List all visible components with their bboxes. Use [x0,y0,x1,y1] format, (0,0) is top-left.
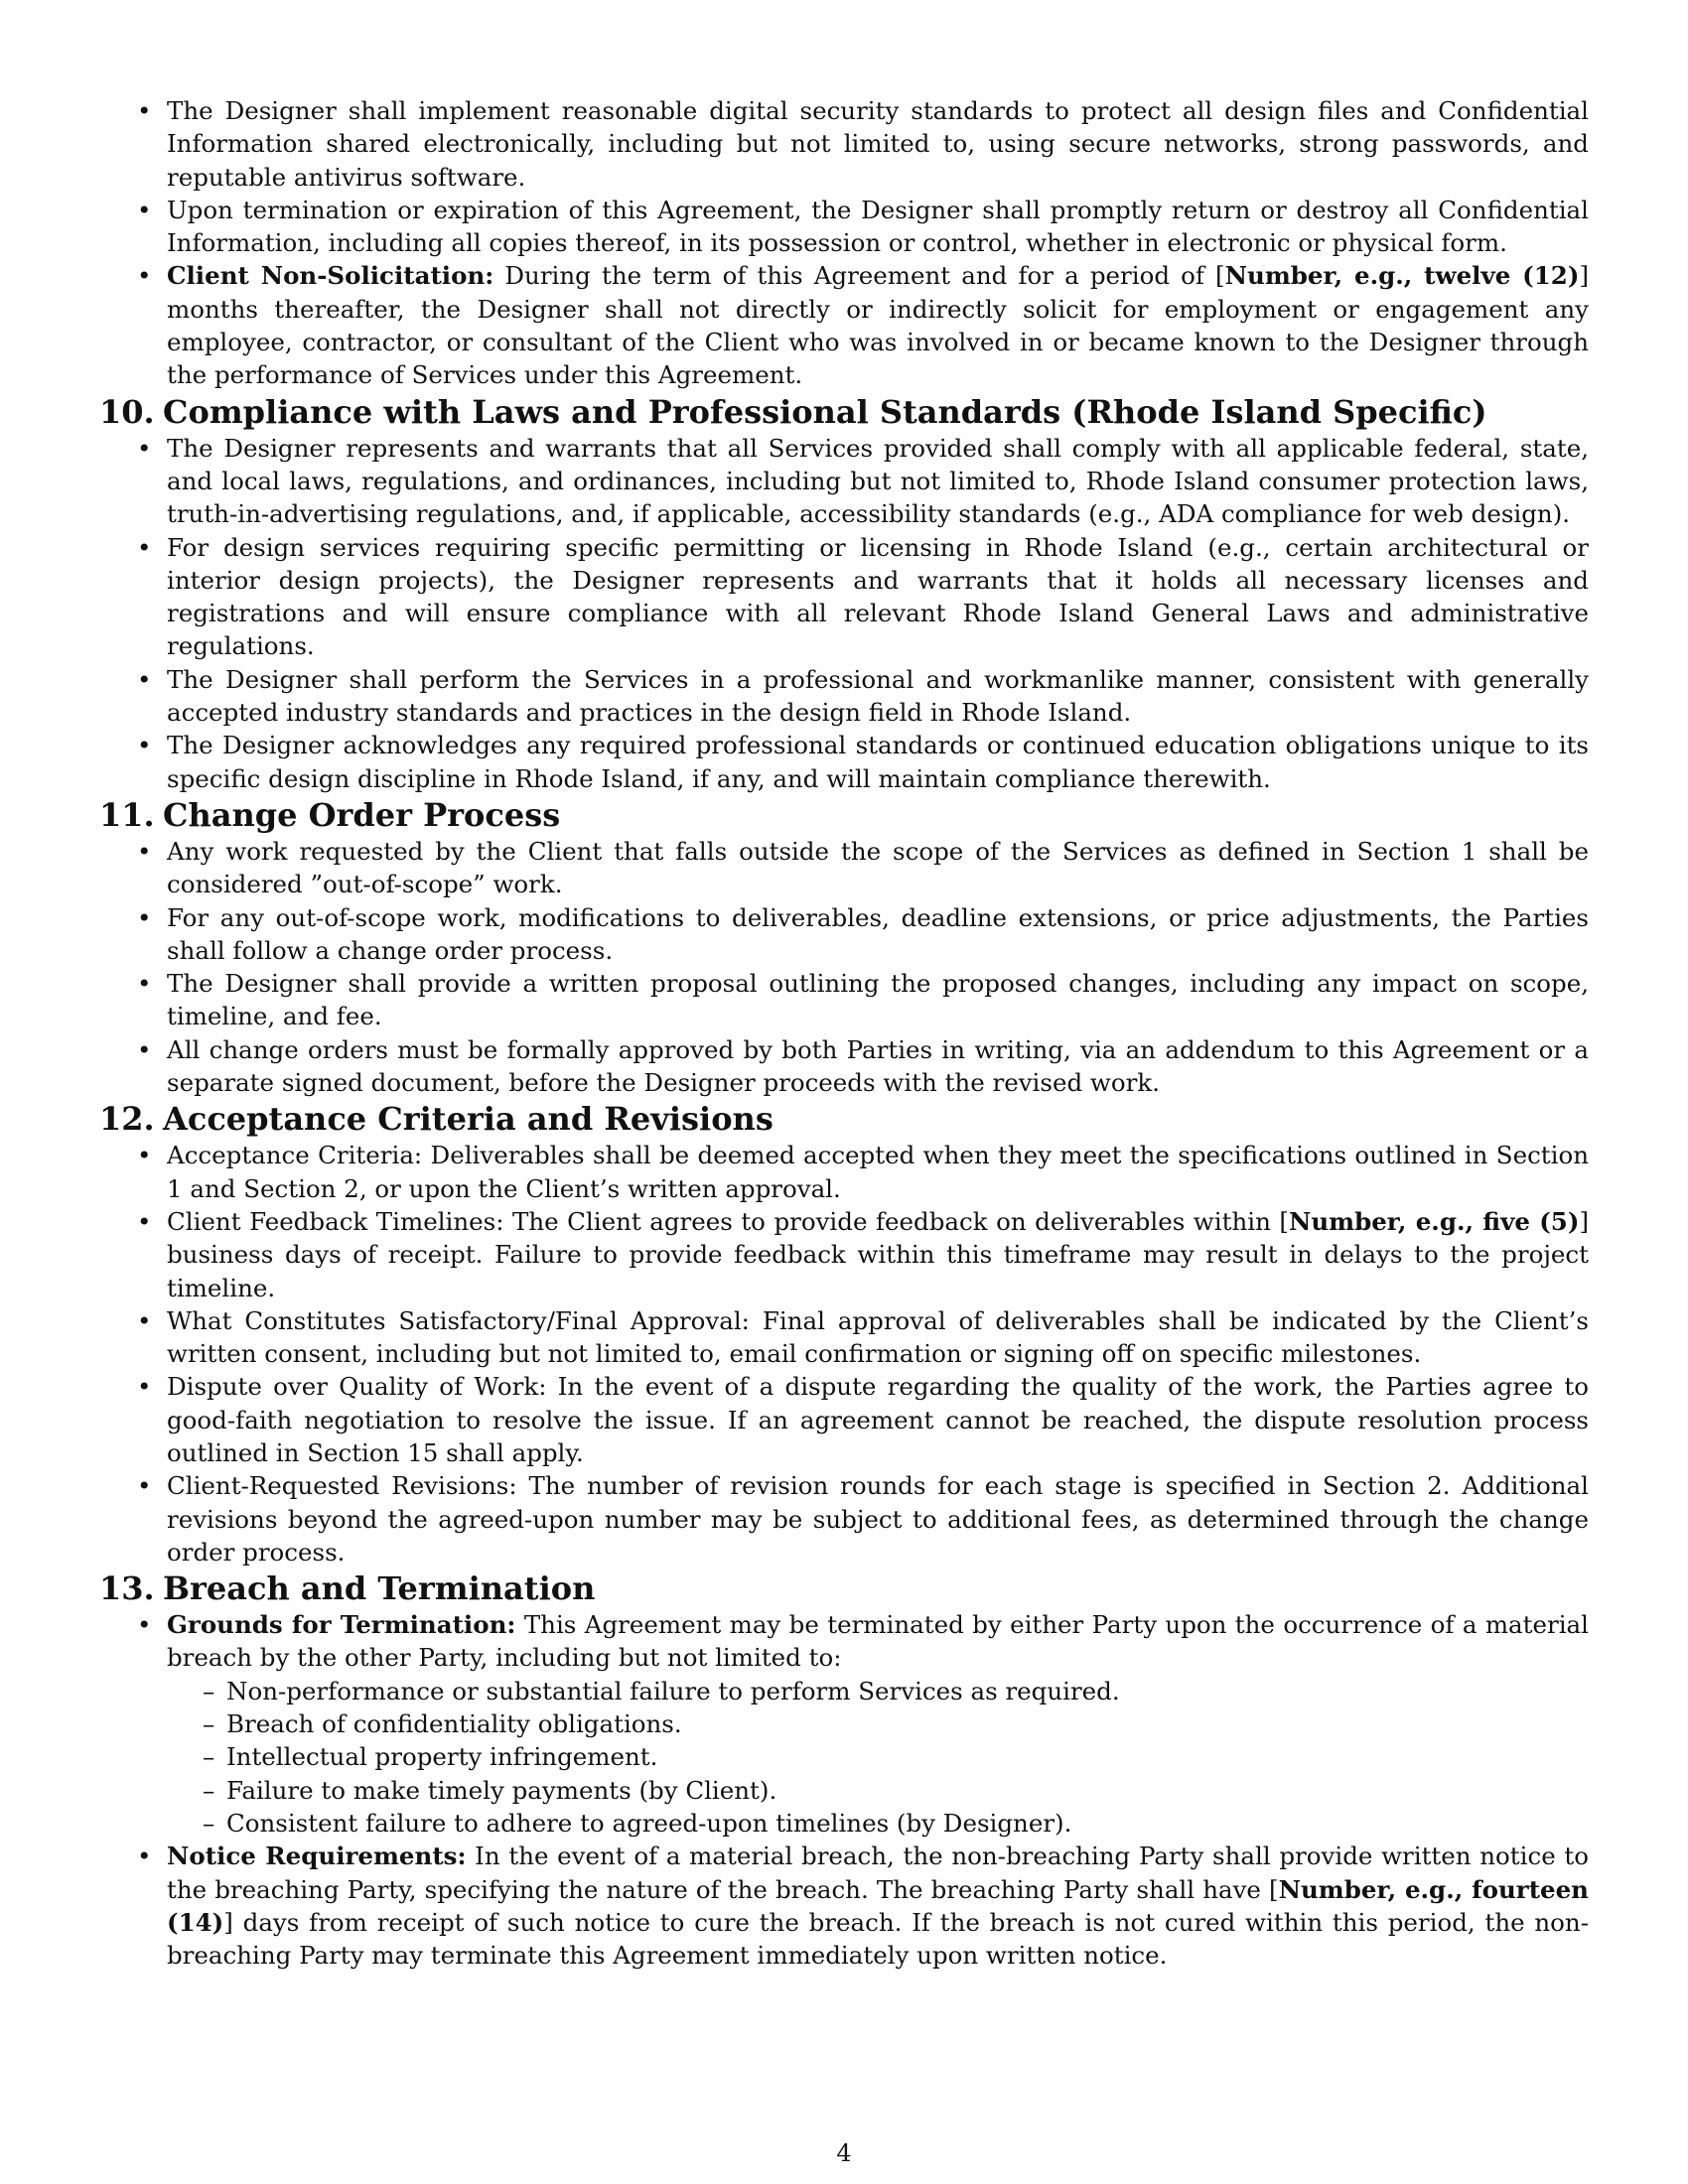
list-item: • The Designer shall provide a written proposal outlining the proposed changes, including any impact on scope, timeline, and fee. [137,969,1589,1031]
section-heading: 13. Breach and Termination [99,1570,596,1608]
section-13-list [99,1608,1589,1972]
section-heading: 12. Acceptance Criteria and Revisions [99,1100,774,1139]
list-item: • The Designer shall implement reasonable digital security standards to protect all design files and Confidential Information shared electronically, including but not limited to, using secure networks, strong passwords, and reputable antivirus software. [137,96,1589,192]
document-page [99,94,1589,1972]
list-item: • Upon termination or expiration of this Agreement, the Designer shall promptly return or destroy all Confidential Information, including all copies thereof, in its possession or control, whether in electronic or physical form. [137,195,1589,258]
list-item: • For design services requiring specific permitting or licensing in Rhode Island (e.g., certain architectural or interior design projects), the Designer represents and warrants that it holds all necessary licenses and registrations and will ensure compliance with all relevant Rhode Island General Laws and administrative regulations. [137,532,1589,661]
section-heading: 11. Change Order Process [99,795,561,834]
list-item: • For any out-of-scope work, modifications to deliverables, deadline extensions, or price adjustments, the Parties shall follow a change order process. [137,902,1589,965]
page-number: 4 [836,2139,852,2167]
list-item: • What Constitutes Satisfactory/Final Approval: Final approval of deliverables shall be indicated by the Client’s written consent, including but not limited to, email confirmation or signing off on specific milestones. [137,1305,1589,1369]
list-item: • Acceptance Criteria: Deliverables shall be deemed accepted when they meet the specifications outlined in Section 1 and Section 2, or upon the Client’s written approval. [137,1141,1589,1203]
sub-list-item: – Non-performance or substantial failure to perform Services as required. [203,1676,1120,1706]
list-item: • All change orders must be formally approved by both Parties in writing, via an addendum to this Agreement or a separate signed document, before the Designer proceeds with the revised work. [137,1034,1589,1098]
section-9-list [99,94,1589,392]
list-item: • Dispute over Quality of Work: In the event of a dispute regarding the quality of the work, the Parties agree to good-faith negotiation to resolve the issue. If an agreement cannot be reached, the dispute resolution process outlined in Section 15 shall apply. [137,1372,1589,1467]
list-item: • The Designer acknowledges any required professional standards or continued education obligations unique to its specific design discipline in Rhode Island, if any, and will maintain compliance therewith. [137,731,1589,793]
sub-list-item: – Failure to make timely payments (by Client). [203,1775,777,1805]
section-12-list [99,1139,1589,1569]
section-10-list [99,432,1589,795]
list-item: • Client Feedback Timelines: The Client agrees to provide feedback on deliverables within [Number, e.g., five (5)] business days of receipt. Failure to provide feedback within this timeframe may result in delays to the project timeline. [137,1206,1589,1302]
list-item: • Any work requested by the Client that falls outside the scope of the Services as defined in Section 1 shall be considered ”out-of-scope” work. [137,836,1589,899]
list-item: • The Designer shall perform the Services in a professional and workmanlike manner, consistent with generally accepted industry standards and practices in the design field in Rhode Island. [137,664,1589,728]
section-11-list [99,835,1589,1099]
list-item: • Grounds for Termination: This Agreement may be terminated by either Party upon the occurrence of a material breach by the other Party, including but not limited to: – Non-performance or substantial failure to perform Services as required. – Breach of confidentiality obligations. – Intellectual property infringement. – Failure to make timely payments (by Client). – Consistent failure to adhere to agreed-upon timelines (by Designer). [99,1608,1589,1840]
sub-list-item: – Intellectual property infringement. [203,1742,658,1772]
list-item: • Client Non-Solicitation: During the term of this Agreement and for a period of [Number, e.g., twelve (12)] months thereafter, the Designer shall not directly or indirectly solicit for employment or engagement any employee, contractor, or consultant of the Client who was involved in or became known to the Designer through the performance of Services under this Agreement. [137,261,1589,390]
sub-list [167,1675,1589,1840]
section-heading: 10. Compliance with Laws and Professional Standards (Rhode Island Specific) [99,392,1487,431]
list-item: • The Designer represents and warrants that all Services provided shall comply with all applicable federal, state, and local laws, regulations, and ordinances, including but not limited to, Rhode Island consumer protection laws, truth-in-advertising regulations, and, if applicable, accessibility standards (e.g., ADA compliance for web design). [137,433,1589,529]
list-item: • Client-Requested Revisions: The number of revision rounds for each stage is specified in Section 2. Additional revisions beyond the agreed-upon number may be subject to additional fees, as determined through the change order process. [137,1471,1589,1567]
sub-list-item: – Consistent failure to adhere to agreed-upon timelines (by Designer). [203,1808,1072,1838]
sub-list-item: – Breach of confidentiality obligations. [203,1709,682,1739]
list-item: • Notice Requirements: In the event of a material breach, the non-breaching Party shall provide written notice to the breaching Party, specifying the nature of the breach. The breaching Party shall have [Number, e.g., fourteen (14)] days from receipt of such notice to cure the breach. If the breach is not cured within this period, the non-breaching Party may terminate this Agreement immediately upon written notice. [137,1842,1589,1971]
